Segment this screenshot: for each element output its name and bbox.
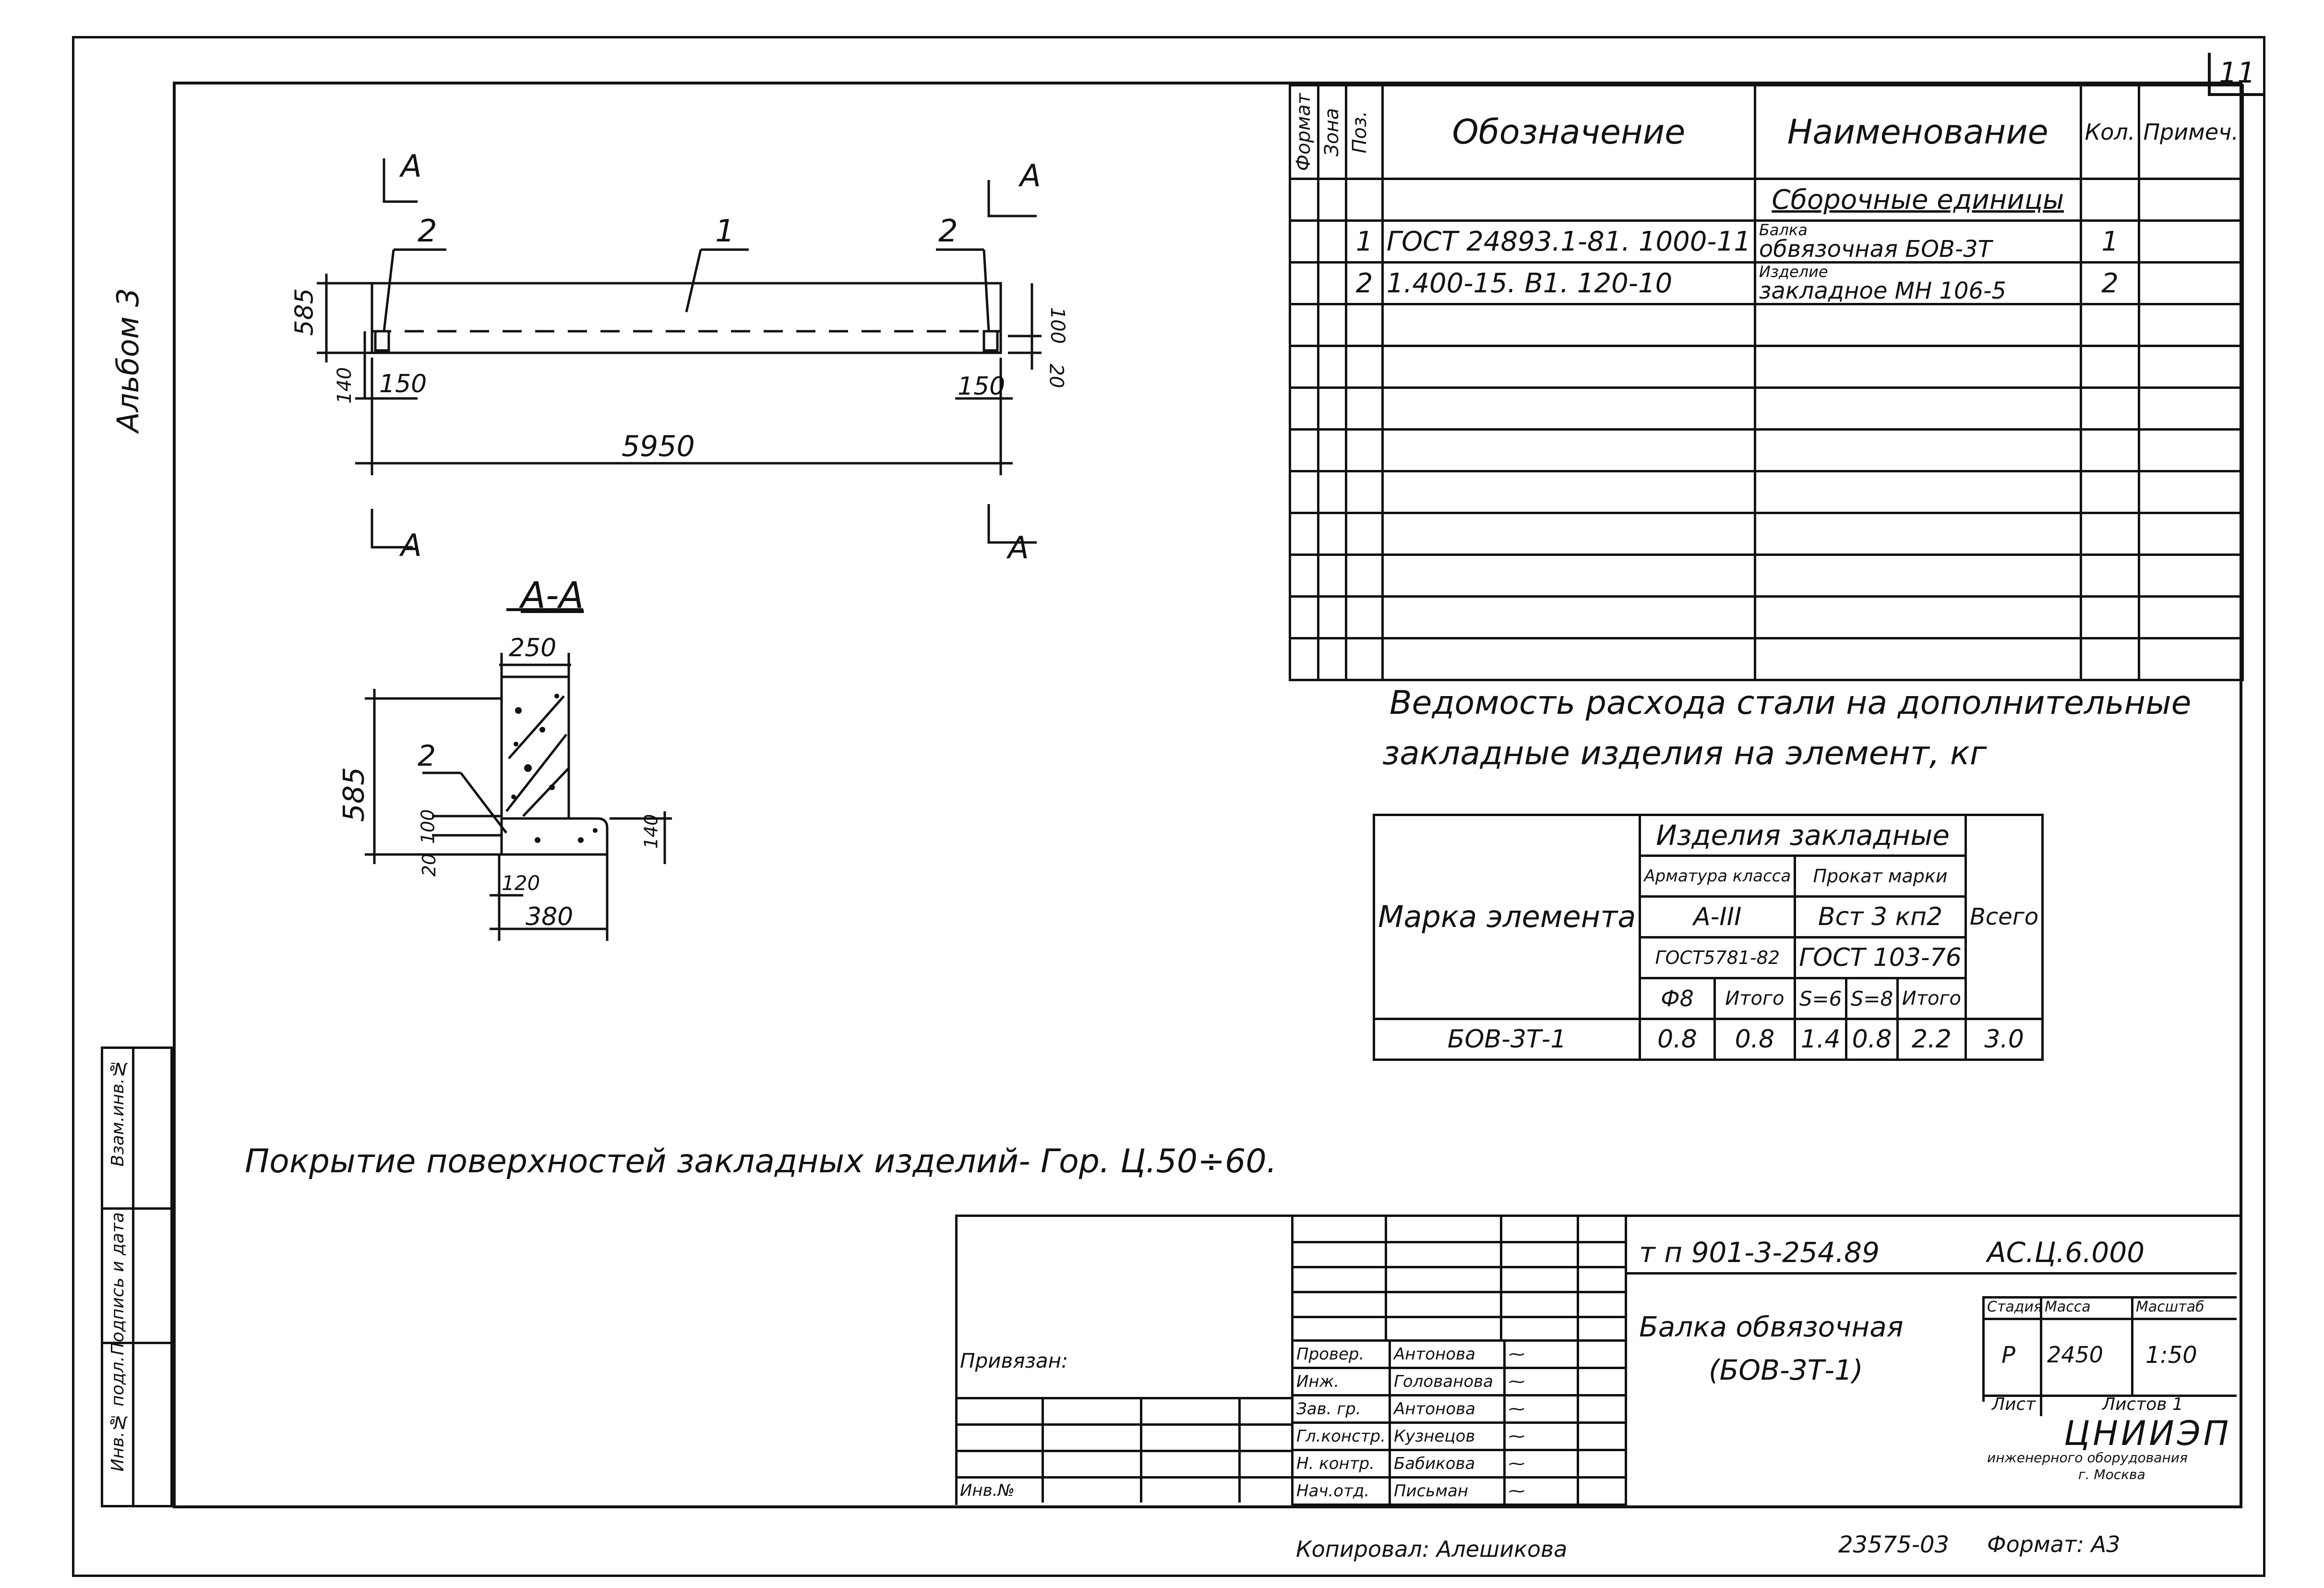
section-mark-a-2: А <box>1020 158 1041 194</box>
steel-val-s6: 1.4 <box>1795 1019 1846 1060</box>
drawing-name-1: Балка обвязочная <box>1639 1311 1904 1343</box>
spec-pos: 2 <box>1346 263 1383 304</box>
steel-sub-s6: S=6 <box>1795 978 1846 1019</box>
dim-section-140: 140 <box>640 814 662 849</box>
callout-1: 1 <box>715 214 735 249</box>
spec-col-designation: Обозначение <box>1382 85 1755 179</box>
dim-section-120: 120 <box>502 871 540 895</box>
dim-right-end: 150 <box>958 372 1006 401</box>
table-row-empty <box>1290 346 2243 388</box>
document-number: 23575-03 <box>1838 1531 1950 1558</box>
steel-rolled-grade: Вст 3 кп2 <box>1795 897 1966 938</box>
table-row <box>1293 1478 1626 1505</box>
signature-cell: ⁓ <box>1504 1341 1578 1368</box>
steel-sub-total-rolled: Итого <box>1897 978 1965 1019</box>
section-mark-a-1: А <box>401 149 422 184</box>
table-row <box>1290 221 2243 263</box>
spec-col-note: Примеч. <box>2139 85 2243 179</box>
signer-name: Антонова <box>1390 1396 1504 1423</box>
steel-val-total-rebar: 0.8 <box>1714 1019 1795 1060</box>
spec-col-qty: Кол. <box>2081 85 2139 179</box>
sheet-number: 11 <box>2208 53 2264 96</box>
drawing-name-2: (БОВ-3Т-1) <box>1709 1354 1863 1386</box>
spec-col-zone: Зона <box>1318 85 1346 179</box>
dim-bottom-left: 140 <box>334 367 356 404</box>
steel-val-total-rolled: 2.2 <box>1897 1019 1965 1060</box>
dim-left-end: 150 <box>379 370 427 398</box>
title-block-rows <box>1291 1241 1627 1339</box>
signer-role: Гл.констр. <box>1293 1423 1390 1450</box>
signer-role: Н. контр. <box>1293 1450 1390 1478</box>
spec-group-label: Сборочные единицы <box>1755 179 2081 221</box>
signature-cell: ⁓ <box>1504 1450 1578 1478</box>
dim-bottom-right: 20 <box>1045 363 1067 388</box>
signer-name: Кузнецов <box>1390 1423 1504 1450</box>
embedded-plate-right <box>984 331 997 350</box>
steel-rolled-header: Прокат марки <box>1795 856 1966 897</box>
dim-width-top: 250 <box>509 634 557 662</box>
title-block-divider <box>1982 1296 1985 1402</box>
section-outline <box>502 677 607 854</box>
table-row-empty <box>1290 471 2243 513</box>
steel-rebar-gost: ГОСТ5781-82 <box>1640 938 1795 978</box>
section-mark-a-3: А <box>401 528 422 564</box>
side-stamp-line <box>103 1207 170 1210</box>
section-mark-a-4: А <box>1008 530 1029 566</box>
spec-designation: 1.400-15. В1. 120-10 <box>1382 263 1755 304</box>
callout-2-left: 2 <box>418 214 437 249</box>
steel-title-1: Ведомость расхода стали на дополнительные <box>1390 684 2192 722</box>
signature-table <box>1291 1339 1627 1506</box>
dim-section-100: 100 <box>417 809 439 844</box>
table-row-empty <box>1290 388 2243 430</box>
project-number: т п 901-3-254.89 <box>1639 1236 1880 1269</box>
beam-outline <box>372 283 1001 353</box>
dim-section-height: 585 <box>337 767 371 822</box>
steel-group-header: Изделия закладные <box>1640 815 1966 856</box>
steel-row-mark: БОВ-3Т-1 <box>1374 1019 1640 1060</box>
side-stamp-inv: Инв.№ подл. <box>108 1356 128 1472</box>
steel-sub-total-rebar: Итого <box>1714 978 1795 1019</box>
signer-name: Антонова <box>1390 1341 1504 1368</box>
table-row <box>1293 1341 1626 1368</box>
table-row <box>1293 1368 1626 1396</box>
title-block-line <box>1625 1272 2237 1275</box>
drawing-code: АС.Ц.6.000 <box>1987 1236 2145 1269</box>
spec-col-name: Наименование <box>1755 85 2081 179</box>
dim-width-bottom: 380 <box>526 902 574 931</box>
steel-table <box>1373 814 2044 1061</box>
side-stamp <box>101 1047 173 1507</box>
spec-qty: 2 <box>2081 263 2139 304</box>
dim-top: 100 <box>1046 307 1069 344</box>
spec-pos: 1 <box>1346 221 1383 263</box>
album-label: Альбом 3 <box>110 288 145 433</box>
steel-rolled-gost: ГОСТ 103-76 <box>1795 938 1966 978</box>
steel-total-header: Всего <box>1965 815 2042 1019</box>
steel-val-f8: 0.8 <box>1640 1019 1714 1060</box>
table-row <box>1374 1019 2043 1060</box>
mass-value: 2450 <box>2047 1342 2104 1368</box>
signer-role: Нач.отд. <box>1293 1478 1390 1505</box>
stage-label: Стадия <box>1987 1299 2043 1315</box>
steel-title-2: закладные изделия на элемент, кг <box>1382 734 1987 772</box>
signer-role: Зав. гр. <box>1293 1396 1390 1423</box>
copied-by: Копировал: Алешикова <box>1296 1536 1568 1562</box>
table-row <box>1293 1450 1626 1478</box>
table-row-empty <box>1290 555 2243 597</box>
spec-name: Изделие закладное МН 106-5 <box>1755 263 2081 304</box>
table-row-empty <box>1290 304 2243 346</box>
signature-cell: ⁓ <box>1504 1368 1578 1396</box>
steel-val-total: 3.0 <box>1965 1019 2042 1060</box>
concrete-hatch <box>511 694 598 843</box>
signer-name: Письман <box>1390 1478 1504 1505</box>
binding-label: Привязан: <box>960 1349 1068 1372</box>
scale-value: 1:50 <box>2145 1342 2197 1369</box>
coating-note: Покрытие поверхностей закладных изделий- Гор. Ц.50÷60. <box>245 1143 1277 1180</box>
table-row-empty <box>1290 513 2243 555</box>
org-line-3: г. Москва <box>2078 1467 2145 1482</box>
side-stamp-divider <box>132 1049 134 1505</box>
dim-section-20: 20 <box>419 853 440 877</box>
section-title: А-А <box>521 574 584 616</box>
inventory-number-label: Инв.№ <box>960 1481 1015 1500</box>
signature-cell: ⁓ <box>1504 1396 1578 1423</box>
signer-role: Провер. <box>1293 1341 1390 1368</box>
table-row <box>1293 1423 1626 1450</box>
spec-table <box>1289 84 2244 681</box>
sheet-label: Лист <box>1992 1395 2036 1414</box>
embedded-plate-left <box>375 331 389 350</box>
callout-2-section: 2 <box>418 739 436 773</box>
format-label: Формат: А3 <box>1987 1531 2120 1557</box>
side-stamp-replace: Взам.инв.№ <box>108 1059 128 1167</box>
table-row-empty <box>1290 638 2243 680</box>
table-row <box>1293 1396 1626 1423</box>
steel-rebar-class: А-III <box>1640 897 1795 938</box>
org-name: ЦНИИЭП <box>2064 1414 2232 1453</box>
dim-length: 5950 <box>622 430 695 463</box>
steel-rebar-header: Арматура класса <box>1640 856 1795 897</box>
org-line-2: инженерного оборудования <box>1987 1450 2188 1466</box>
title-block-divider <box>2131 1296 2133 1395</box>
dim-height: 585 <box>290 288 319 336</box>
stage-value: Р <box>2001 1342 2015 1369</box>
sheets-label: Листов 1 <box>2102 1395 2183 1414</box>
steel-val-s8: 0.8 <box>1846 1019 1898 1060</box>
spec-name: Балка обвязочная БОВ-3Т <box>1755 221 2081 263</box>
signature-cell: ⁓ <box>1504 1423 1578 1450</box>
signer-role: Инж. <box>1293 1368 1390 1396</box>
title-block-line <box>1982 1318 2237 1320</box>
steel-sub-s8: S=8 <box>1846 978 1898 1019</box>
spec-designation: ГОСТ 24893.1-81. 1000-11 <box>1382 221 1755 263</box>
scale-label: Масштаб <box>2136 1299 2204 1315</box>
mass-label: Масса <box>2045 1299 2091 1315</box>
spec-header-row <box>1290 85 2243 179</box>
spec-col-pos: Поз. <box>1346 85 1383 179</box>
spec-col-format: Формат <box>1290 85 1318 179</box>
callout-2-right: 2 <box>938 214 958 249</box>
steel-mark-header: Марка элемента <box>1374 815 1640 1019</box>
side-stamp-sign: Подпись и дата <box>108 1212 128 1356</box>
table-row <box>1290 263 2243 304</box>
steel-sub-f8: Ф8 <box>1640 978 1714 1019</box>
signature-cell: ⁓ <box>1504 1478 1578 1505</box>
signer-name: Голованова <box>1390 1368 1504 1396</box>
spec-group-row <box>1290 179 2243 221</box>
signer-name: Бабикова <box>1390 1450 1504 1478</box>
spec-qty: 1 <box>2081 221 2139 263</box>
table-row-empty <box>1290 430 2243 471</box>
table-row-empty <box>1290 597 2243 638</box>
